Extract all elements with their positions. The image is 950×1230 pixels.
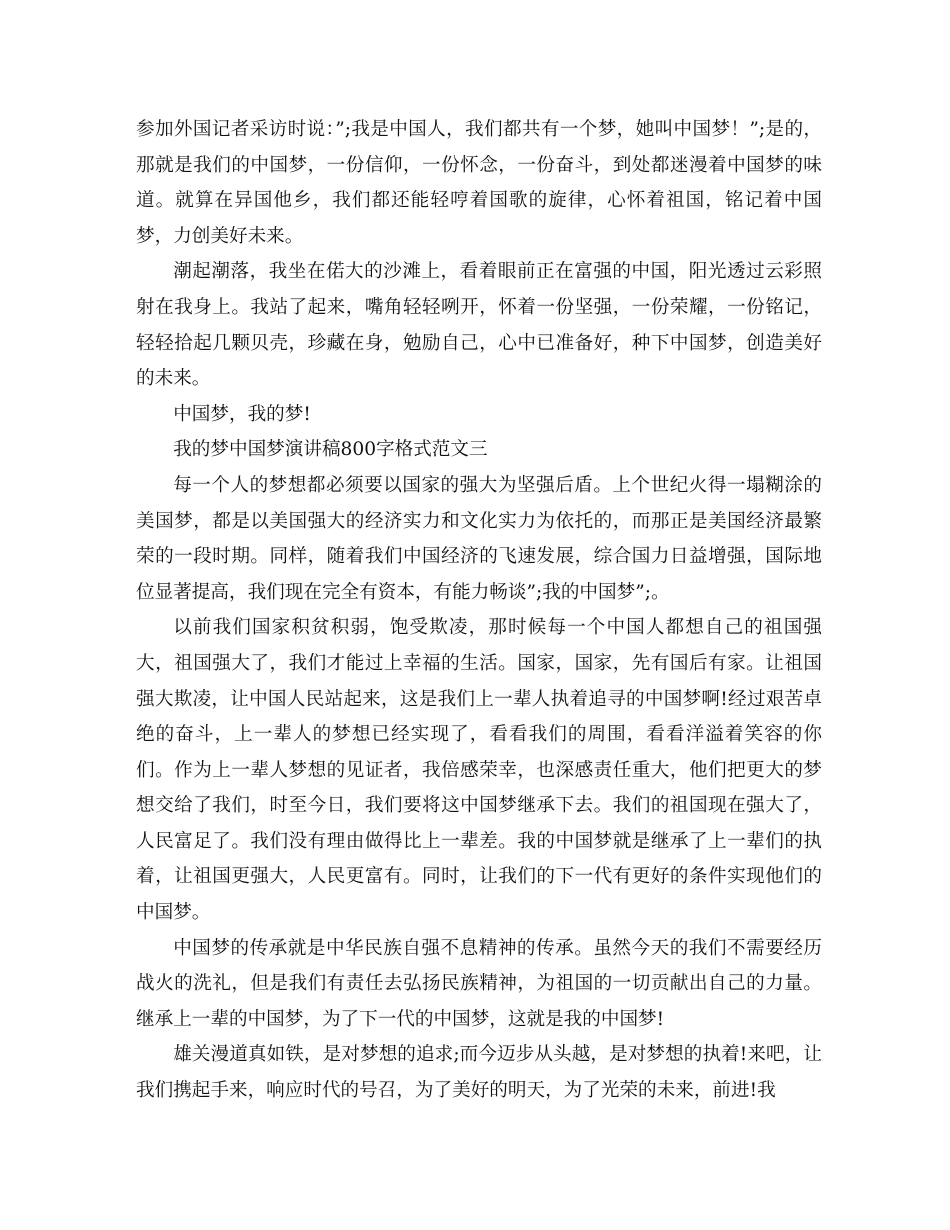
paragraph-5: 每一个人的梦想都必须要以国家的强大为坚强后盾。上个世纪火得一塌糊涂的美国梦，都是以美国强大的经济实力和文化实力为依托的，而那正是美国经济最繁荣的一段时期。同样，随着我们中国经济的飞速发展，综合国力日益增强，国际地位显著提高，我们现在完全有资本，有能力畅谈”;我的中国梦”;。 (136, 474, 822, 603)
paragraph-8: 雄关漫道真如铁，是对梦想的追求;而今迈步从头越，是对梦想的执着!来吧，让我们携起手来，响应时代的号召，为了美好的明天，为了光荣的未来，前进!我 (136, 1044, 822, 1102)
section-heading: 我的梦中国梦演讲稿800字格式范文三 (173, 439, 488, 461)
paragraph-3: 中国梦，我的梦! (173, 403, 311, 425)
paragraph-2: 潮起潮落，我坐在偌大的沙滩上，看着眼前正在富强的中国，阳光透过云彩照射在我身上。我站了起来，嘴角轻轻咧开，怀着一份坚强，一份荣耀，一份铭记，轻轻拾起几颗贝壳，珍藏在身，勉励自己，心中已准备好，种下中国梦，创造美好的未来。 (136, 261, 822, 390)
paragraph-7: 中国梦的传承就是中华民族自强不息精神的传承。虽然今天的我们不需要经历战火的洗礼，但是我们有责任去弘扬民族精神，为祖国的一切贡献出自己的力量。继承上一辈的中国梦，为了下一代的中国梦，这就是我的中国梦! (136, 937, 822, 1030)
paragraph-6: 以前我们国家积贫积弱，饱受欺凌，那时候每一个中国人都想自己的祖国强大，祖国强大了，我们才能过上幸福的生活。国家，国家，先有国后有家。让祖国强大欺凌，让中国人民站起来，这是我们上一辈人执着追寻的中国梦啊!经过艰苦卓绝的奋斗，上一辈人的梦想已经实现了，看看我们的周围，看看洋溢着笑容的你们。作为上一辈人梦想的见证者，我倍感荣幸，也深感责任重大，他们把更大的梦想交给了我们，时至今日，我们要将这中国梦继承下去。我们的祖国现在强大了，人民富足了。我们没有理由做得比上一辈差。我的中国梦就是继承了上一辈们的执着，让祖国更强大，人民更富有。同时，让我们的下一代有更好的条件实现他们的中国梦。 (136, 617, 822, 924)
document-body (136, 112, 822, 1109)
paragraph-1: 参加外国记者采访时说：”;我是中国人，我们都共有一个梦，她叫中国梦！”;是的，那就是我们的中国梦，一份信仰，一份怀念，一份奋斗，到处都迷漫着中国梦的味道。就算在异国他乡，我们都还能轻哼着国歌的旋律，心怀着祖国，铭记着中国梦，力创美好未来。 (136, 119, 822, 247)
